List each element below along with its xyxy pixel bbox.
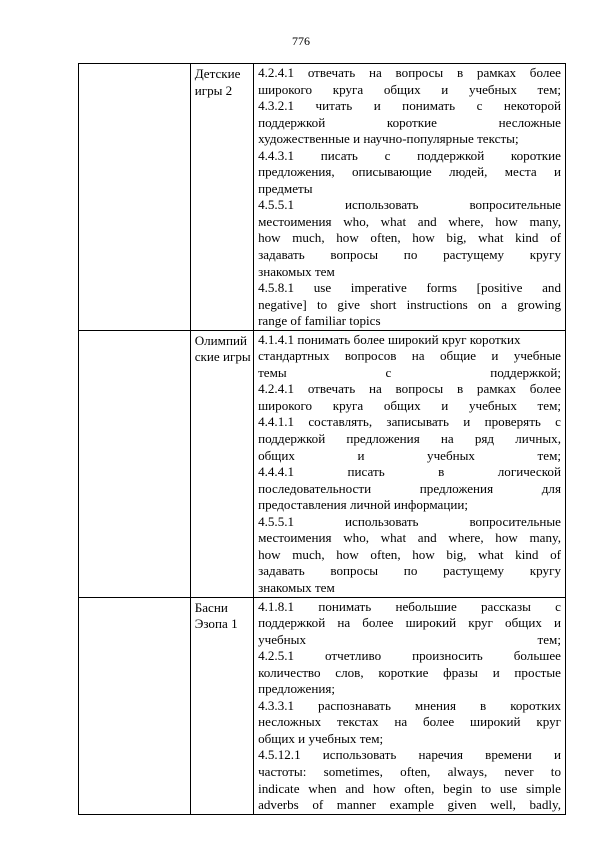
objective-line: предложения, описывающие людей, места и — [258, 164, 561, 180]
objective-item — [258, 148, 561, 198]
empty-cell — [79, 597, 191, 814]
objective-item — [258, 197, 561, 280]
objective-line: предоставления личной информации; — [258, 497, 468, 513]
objective-line: учебных тем; — [258, 631, 561, 647]
objective-line: предметы — [258, 180, 313, 196]
topic-line: Басни — [194, 599, 228, 615]
empty-cell — [79, 330, 191, 597]
objectives-cell — [254, 64, 566, 331]
objectives-cell — [254, 597, 566, 814]
objective-line: 4.4.1.1 составлять, записывать и проверять с — [258, 414, 561, 430]
objective-item — [258, 514, 561, 597]
objective-line: задавать вопросы по растущему кругу — [258, 563, 561, 579]
objective-line: последовательности предложения для — [258, 480, 561, 496]
table-body — [79, 64, 566, 815]
table-row — [79, 64, 566, 331]
topic-line: Олимпий — [194, 332, 247, 348]
curriculum-table — [78, 63, 566, 815]
objective-line: 4.5.12.1 использовать наречия времени и — [258, 747, 561, 763]
objective-line: знакомых тем — [258, 579, 335, 595]
objective-item — [258, 280, 561, 330]
objective-line: 4.2.4.1 отвечать на вопросы в рамках более — [258, 65, 561, 80]
objective-line: местоимения who, what and where, how many, — [258, 213, 561, 229]
objective-line: знакомых тем — [258, 263, 335, 279]
objective-item — [258, 332, 561, 382]
objective-line: negative] to give short instructions on a growing — [258, 296, 561, 312]
topic-cell — [190, 64, 253, 331]
topic-cell — [190, 330, 253, 597]
objective-line: 4.2.4.1 отвечать на вопросы в рамках более — [258, 381, 561, 397]
objective-line: широкого круга общих и учебных тем; — [258, 397, 561, 413]
objective-line: 4.2.5.1 отчетливо произносить большее — [258, 648, 561, 664]
objective-line: частоты: sometimes, often, always, never to — [258, 763, 561, 779]
objective-line: общих и учебных тем; — [258, 447, 561, 463]
objective-line: 4.3.3.1 распознавать мнения в коротких — [258, 697, 561, 713]
page-number: 776 — [292, 34, 310, 48]
objective-item — [258, 599, 561, 649]
objective-line: широкого круга общих и учебных тем; — [258, 81, 561, 97]
objective-line: how much, how often, how big, what kind of — [258, 230, 561, 246]
objectives-cell — [254, 330, 566, 597]
objective-line: 4.4.4.1 писать в логической — [258, 464, 561, 480]
objective-line: общих и учебных тем; — [258, 730, 384, 746]
objective-line: местоимения who, what and where, how many, — [258, 530, 561, 546]
objective-line: 4.5.5.1 использовать вопросительные — [258, 197, 561, 213]
objective-item — [258, 65, 561, 98]
objective-line: количество слов, короткие фразы и простые — [258, 664, 561, 680]
objective-line: поддержкой на более широкий круг общих и — [258, 615, 561, 631]
objective-line: 4.1.4.1 понимать более широкий круг коротких — [258, 331, 521, 347]
table-row — [79, 597, 566, 814]
topic-line: игры 2 — [194, 82, 233, 98]
objective-line: 4.4.3.1 писать с поддержкой короткие — [258, 147, 561, 163]
objective-item — [258, 747, 561, 813]
topic-title — [195, 599, 249, 633]
objective-line: how much, how often, how big, what kind of — [258, 546, 561, 562]
topic-title — [195, 332, 249, 366]
objective-line: поддержкой предложения на ряд личных, — [258, 431, 561, 447]
objective-line: задавать вопросы по растущему кругу — [258, 247, 561, 263]
table-row — [79, 330, 566, 597]
objective-line: темы с поддержкой; — [258, 364, 561, 380]
topic-line: ские игры — [194, 349, 251, 365]
objective-line: предложения; — [258, 681, 336, 697]
objective-line: 4.5.5.1 использовать вопросительные — [258, 513, 561, 529]
objective-item — [258, 414, 561, 464]
empty-cell — [79, 64, 191, 331]
objective-line: 4.3.2.1 читать и понимать с некоторой — [258, 98, 561, 114]
objective-line: 4.5.8.1 use imperative forms [positive and — [258, 280, 561, 296]
objective-line: поддержкой короткие несложные — [258, 114, 561, 130]
objective-item — [258, 98, 561, 148]
objective-item — [258, 381, 561, 414]
topic-title — [195, 65, 249, 99]
topic-line: Детские — [194, 66, 241, 81]
topic-line: Эзопа 1 — [194, 616, 238, 632]
objective-line: художественные и научно-популярные тексты; — [258, 131, 519, 147]
objective-line: indicate when and how often, begin to use simple — [258, 780, 561, 796]
objective-line: стандартных вопросов на общие и учебные — [258, 348, 561, 364]
topic-cell — [190, 597, 253, 814]
objective-item — [258, 464, 561, 514]
objective-line: 4.1.8.1 понимать небольшие рассказы с — [258, 598, 561, 614]
objective-line: несложных текстах на более широкий круг — [258, 714, 561, 730]
objective-line: range of familiar topics — [258, 313, 381, 329]
objective-item — [258, 698, 561, 748]
objective-line: adverbs of manner example given well, badly, — [258, 797, 561, 813]
objective-item — [258, 648, 561, 698]
